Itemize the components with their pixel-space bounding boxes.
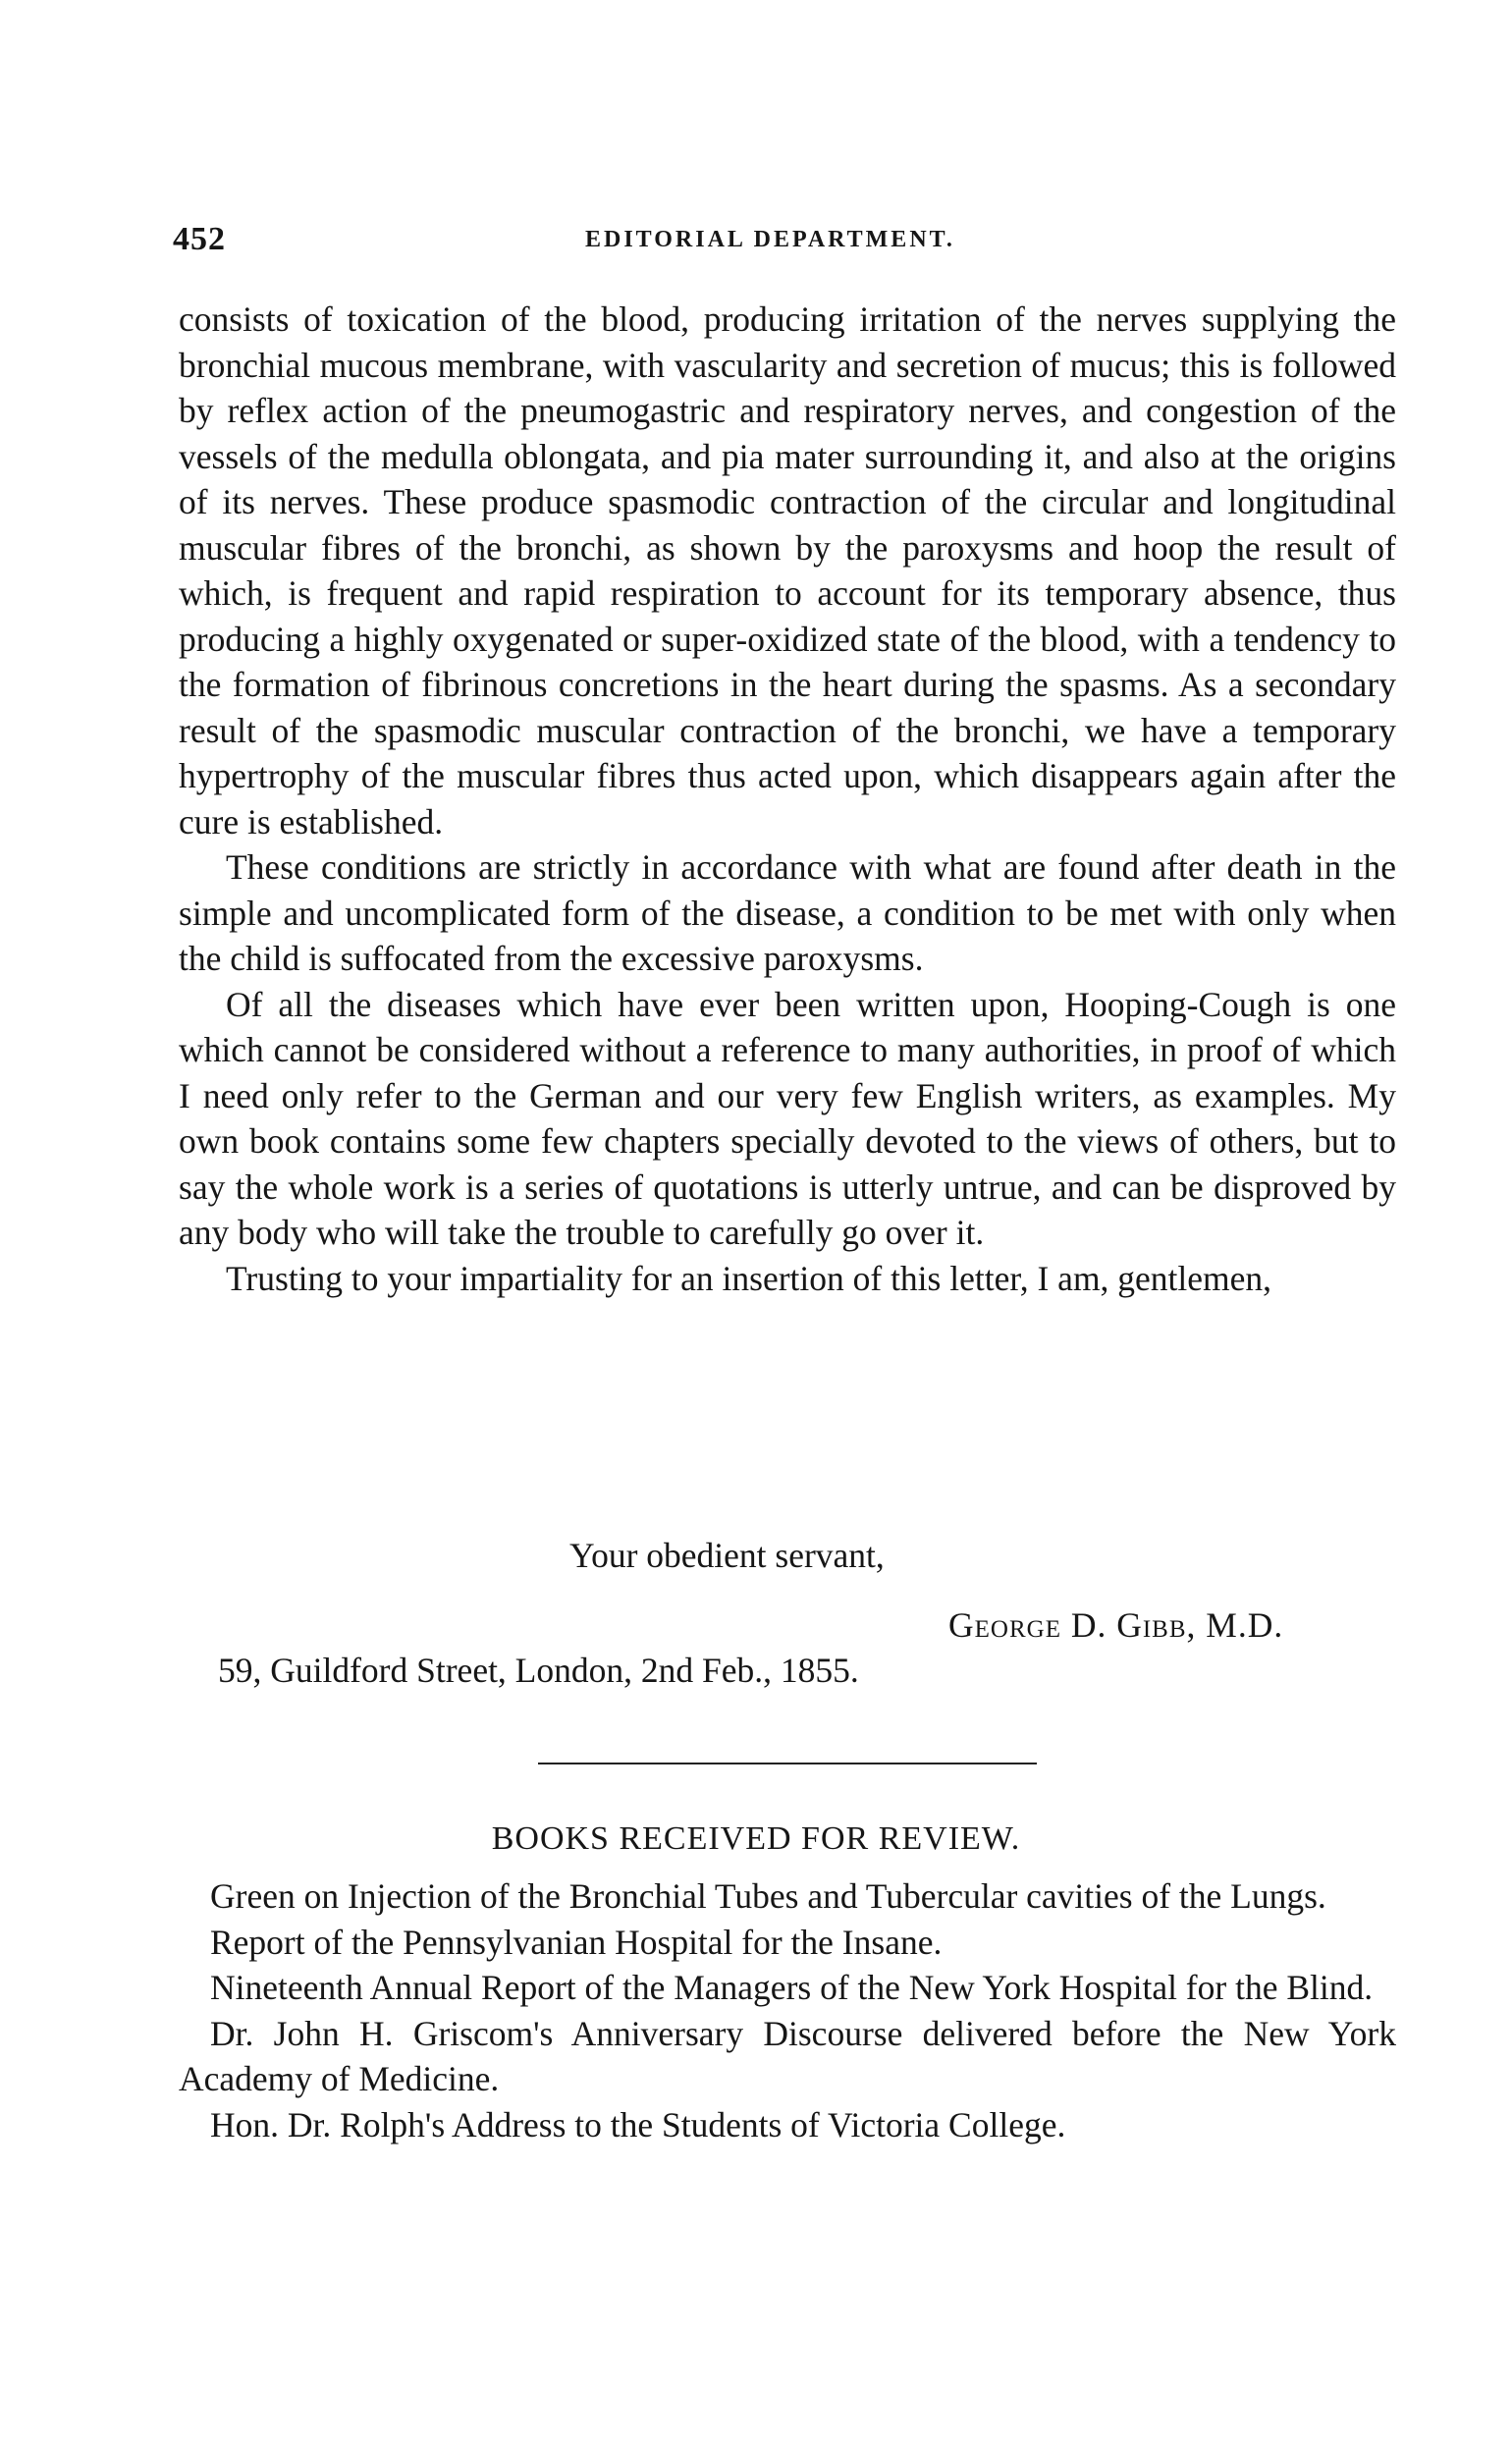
letter-paragraph-3: Of all the diseases which have ever been written upon, Hooping-Cough is one which cannot be considered without a reference to many authorities, in proof of which I need only refer to the German and our very few English writers, as examples. My own book contains some few chapters specially devoted to the views of others, but to say the whole work is a series of quotations is utterly untrue, and can be disproved by any body who will take the trouble to carefully go over it. [179, 984, 1396, 1252]
letter-paragraph-1: consists of toxication of the blood, producing irritation of the nerves supplying the bronchial mucous membrane, with vascularity and secretion of mucus; this is followed by reflex action of the pneumogastric and respiratory nerves, and congestion of the vessels of the medulla oblongata, and pia mater surrounding it, and also at the origins of its nerves. These produce spasmodic contraction of the circular and longitudinal muscular fibres of the bronchi, as shown by the paroxysms and hoop the result of which, is frequent and rapid respiration to account for its temporary absence, thus producing a highly oxygenated or super-oxidized state of the blood, with a tendency to the formation of fibrinous concretions in the heart during the spasms. As a secondary result of the spasmodic muscular contraction of the bronchi, we have a temporary hypertrophy of the muscular fibres thus acted upon, which disappears again after the cure is established. [179, 299, 1396, 841]
section-divider [538, 1763, 1037, 1764]
book-item: Hon. Dr. Rolph's Address to the Students of Victoria College. [210, 2104, 1066, 2144]
letter-signature: George D. Gibb, M.D. [948, 1605, 1284, 1645]
letter-paragraph-2: These conditions are strictly in accordance with what are found after death in the simple and uncomplicated form of the disease, a condition to be met with only when the child is suffocated from the excessive paroxysms. [179, 847, 1396, 978]
letter-paragraph-4: Trusting to your impartiality for an insertion of this letter, I am, gentlemen, [226, 1258, 1272, 1298]
letter-salutation: Your obedient servant, [569, 1536, 885, 1575]
running-head: EDITORIAL DEPARTMENT. [585, 227, 955, 252]
book-item: Dr. John H. Griscom's Anniversary Discourse delivered before the New York Academy of Medicine. [179, 2013, 1396, 2098]
book-item: Report of the Pennsylvanian Hospital for the Insane. [210, 1922, 943, 1962]
books-section-title: BOOKS RECEIVED FOR REVIEW. [491, 1820, 1021, 1857]
book-item: Nineteenth Annual Report of the Managers of the New York Hospital for the Blind. [210, 1968, 1374, 2007]
book-item: Green on Injection of the Bronchial Tubes and Tubercular cavities of the Lungs. [210, 1876, 1326, 1916]
page-number: 452 [173, 221, 226, 257]
page-header [173, 221, 1390, 260]
letter-address-date: 59, Guildford Street, London, 2nd Feb., 1855. [218, 1651, 859, 1690]
letter-body [179, 297, 1396, 1301]
books-list [179, 1873, 1396, 2147]
